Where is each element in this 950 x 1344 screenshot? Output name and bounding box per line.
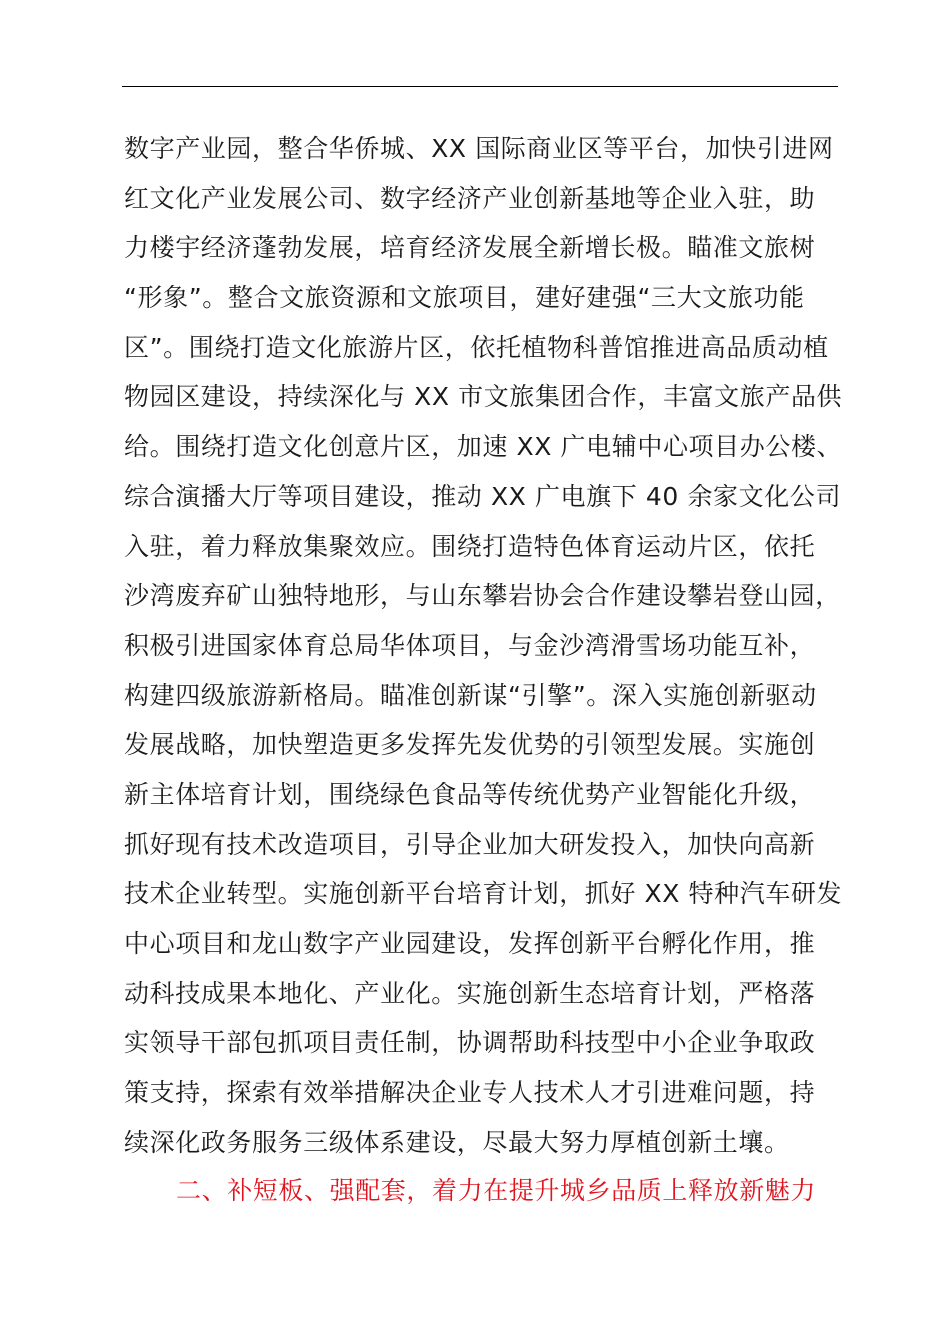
text-line: 抓好现有技术改造项目，引导企业加大研发投入，加快向高新 bbox=[124, 829, 816, 859]
text-line: 实领导干部包抓项目责任制，协调帮助科技型中小企业争取政 bbox=[124, 1028, 816, 1058]
section-heading: 二、补短板、强配套，着力在提升城乡品质上释放新魅力 bbox=[176, 1176, 817, 1205]
text-line: 数字产业园，整合华侨城、XX 国际商业区等平台，加快引进网 bbox=[124, 134, 834, 163]
body-paragraph bbox=[124, 128, 864, 1171]
text-line: 技术企业转型。实施创新平台培育计划，抓好 XX 特种汽车研发 bbox=[124, 879, 843, 909]
text-line: 新主体培育计划，围绕绿色食品等传统优势产业智能化升级， bbox=[124, 779, 816, 809]
text-line: “形象”。整合文旅资源和文旅项目，建好建强“三大文旅功能 bbox=[124, 283, 805, 313]
text-line: 给。围绕打造文化创意片区，加速 XX 广电辅中心项目办公楼、 bbox=[124, 432, 843, 462]
header-rule bbox=[122, 86, 838, 87]
text-line: 策支持，探索有效举措解决企业专人技术人才引进难问题，持 bbox=[124, 1078, 816, 1108]
text-line: 中心项目和龙山数字产业园建设，发挥创新平台孵化作用，推 bbox=[124, 929, 816, 958]
text-line: 沙湾废弃矿山独特地形，与山东攀岩协会合作建设攀岩登山园， bbox=[124, 581, 841, 611]
text-line: 动科技成果本地化、产业化。实施创新生态培育计划，严格落 bbox=[124, 978, 816, 1008]
text-line: 构建四级旅游新格局。瞄准创新谋“引擎”。深入实施创新驱动 bbox=[124, 680, 817, 710]
text-line: 入驻，着力释放集聚效应。围绕打造特色体育运动片区，依托 bbox=[124, 531, 816, 561]
text-line: 物园区建设，持续深化与 XX 市文旅集团合作，丰富文旅产品供 bbox=[124, 382, 843, 412]
text-line: 续深化政务服务三级体系建设，尽最大努力厚植创新土壤。 bbox=[124, 1127, 790, 1157]
text-line: 区”。围绕打造文化旅游片区，依托植物科普馆推进高品质动植 bbox=[124, 332, 829, 362]
text-line: 综合演播大厅等项目建设，推动 XX 广电旗下 40 余家文化公司 bbox=[124, 481, 842, 511]
text-line: 积极引进国家体育总局华体项目，与金沙湾滑雪场功能互补， bbox=[124, 630, 816, 660]
text-line: 红文化产业发展公司、数字经济产业创新基地等企业入驻，助 bbox=[124, 183, 816, 213]
text-line: 发展战略，加快塑造更多发挥先发优势的引领型发展。实施创 bbox=[124, 730, 816, 760]
text-line: 力楼宇经济蓬勃发展，培育经济发展全新增长极。瞄准文旅树 bbox=[124, 233, 816, 263]
